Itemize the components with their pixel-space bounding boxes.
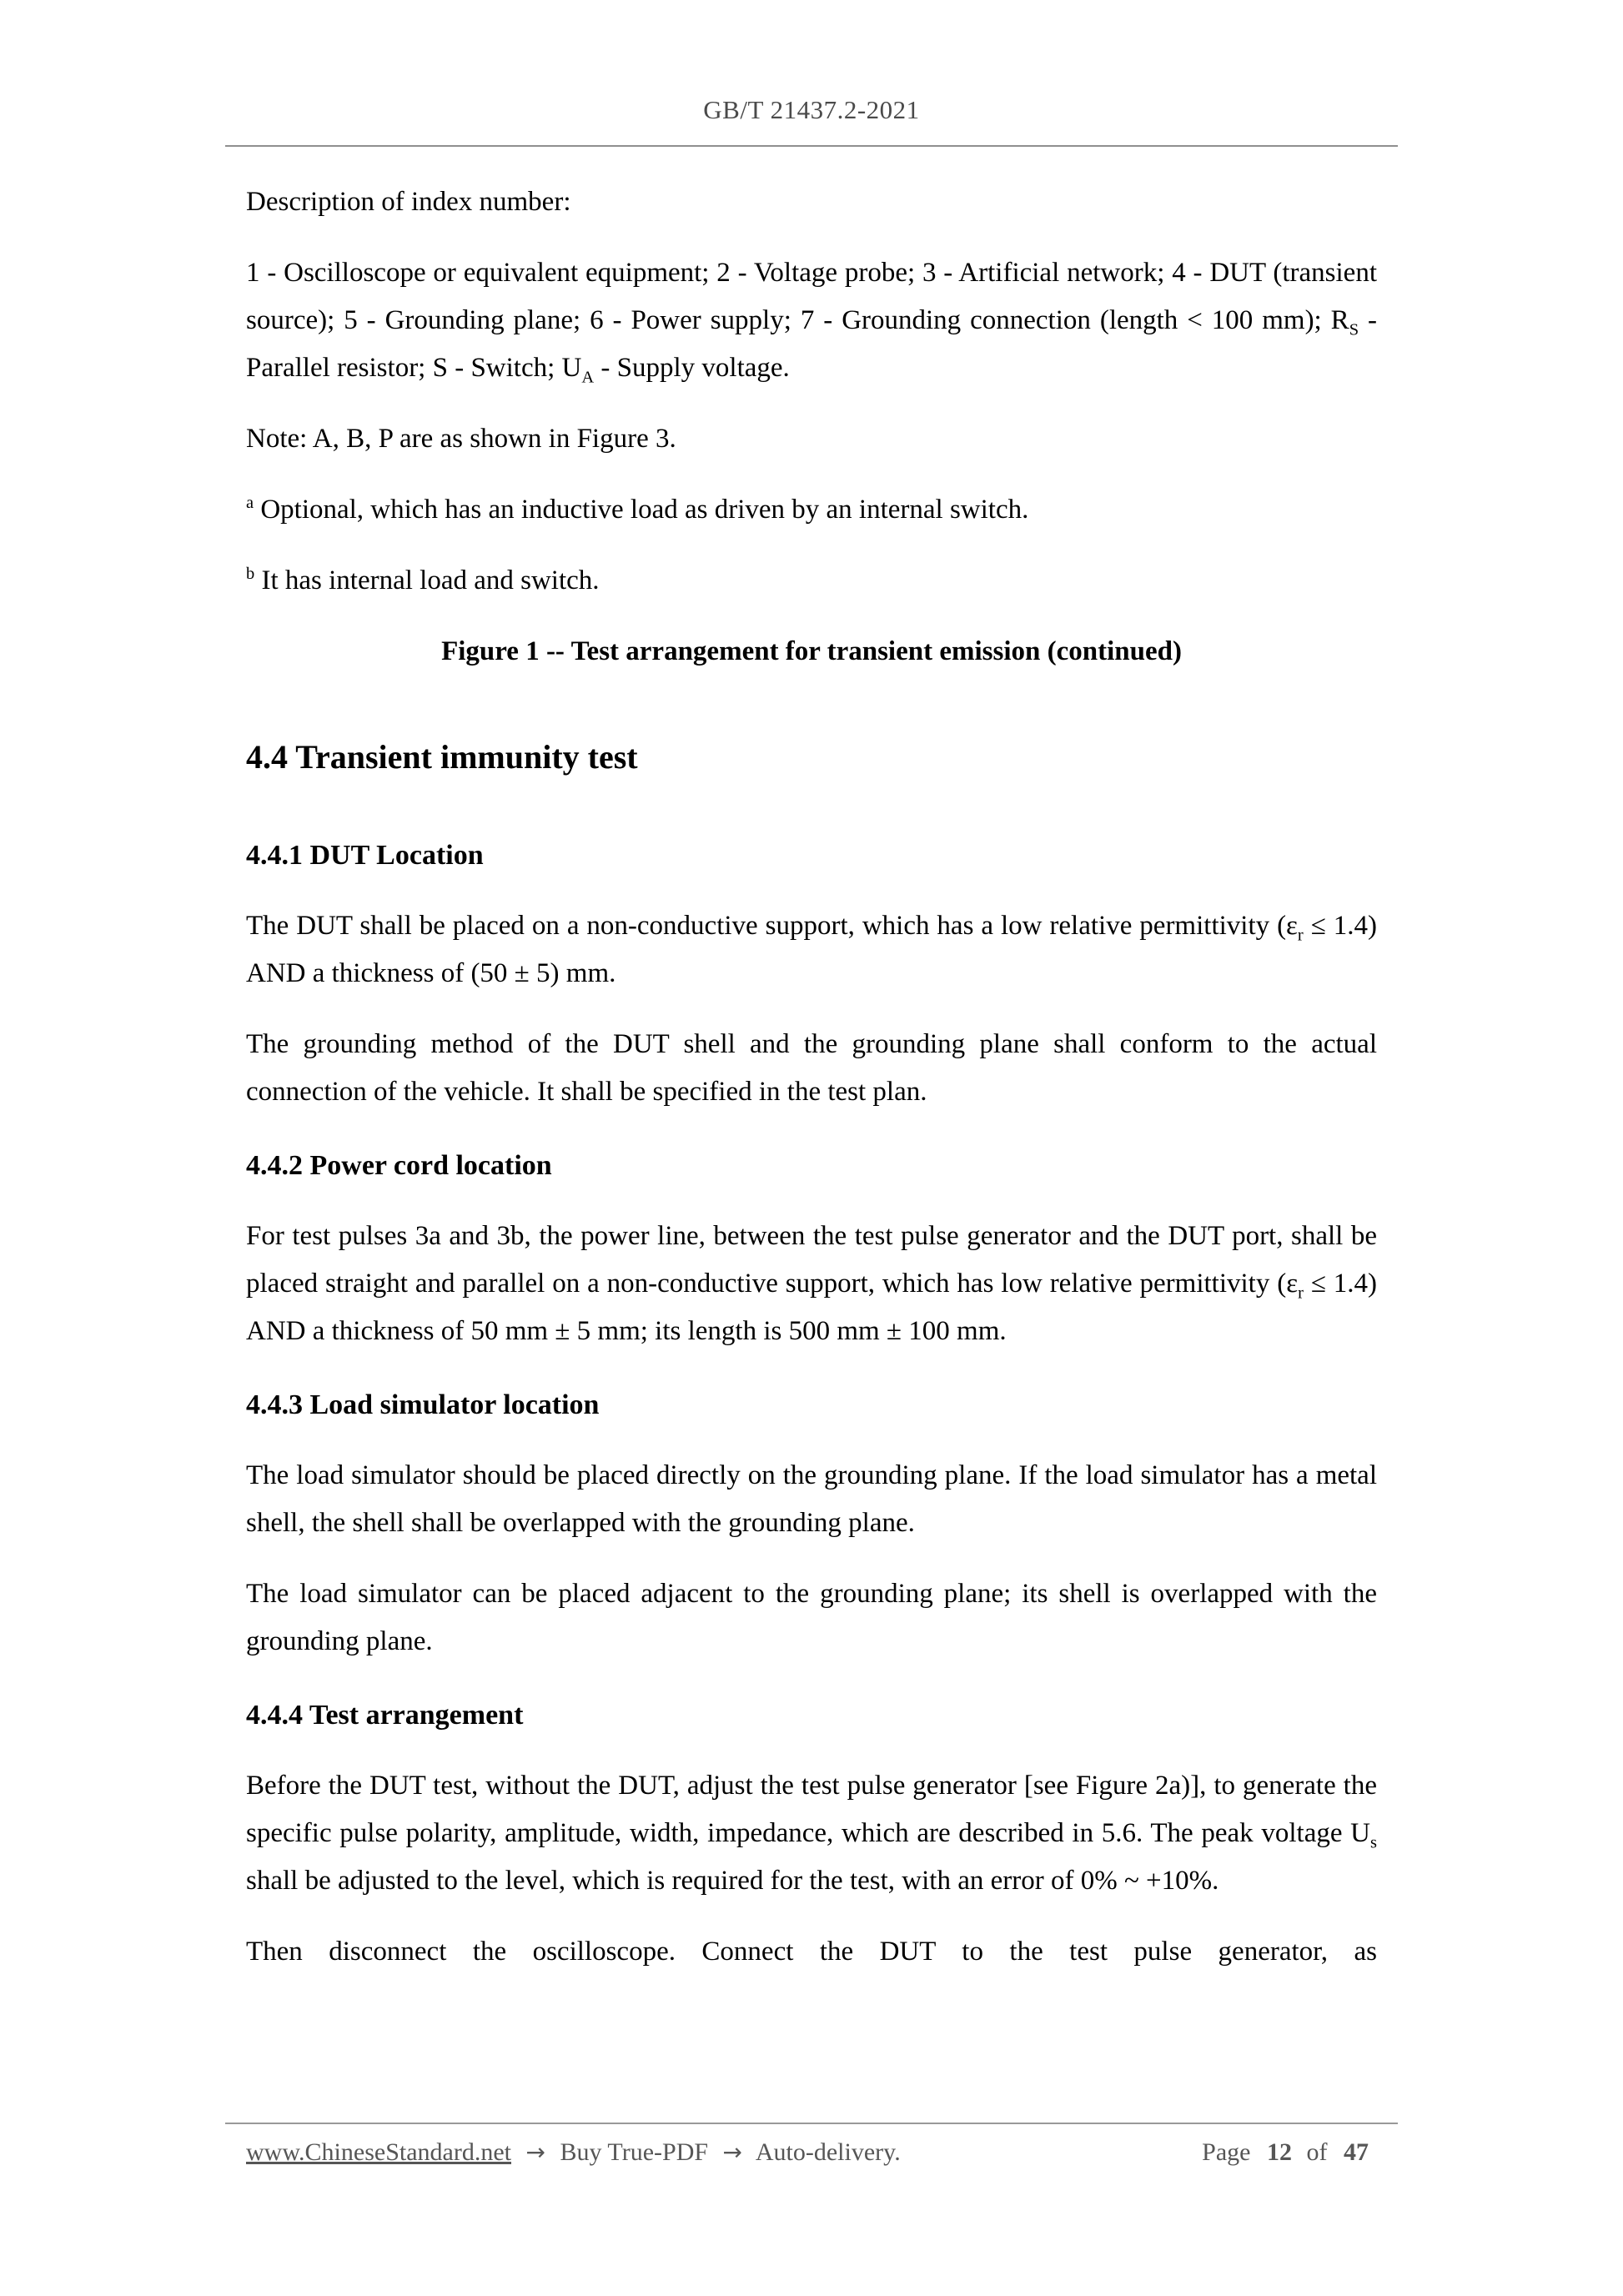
figure-1-caption: Figure 1 -- Test arrangement for transient emission (continued) [441,636,1182,666]
section-4-4-4-paragraph-1: Before the DUT test, without the DUT, adjust the test pulse generator [see Figure 2a)], to generate the specific pulse polarity, amplitude, width, impedance, which are described in 5.6. The peak voltage $U_s$ shall be adjusted to the level, which is required for the test, with an error of 0% ~ +10%. [246,1771,1377,1896]
section-4-4-heading: 4.4 Transient immunity test [246,738,638,776]
section-4-4-4-paragraph-2: Then disconnect the oscilloscope. Connect the DUT to the test pulse generator, as [246,1937,1377,1967]
section-4-4-1-paragraph-2: The grounding method of the DUT shell and the grounding plane shall conform to the actual connection of the vehicle. It shall be specified in the test plan. [246,1029,1377,1107]
section-4-4-3-paragraph-1: The load simulator should be placed directly on the grounding plane. If the load simulator has a metal shell, the shell shall be overlapped with the grounding plane. [246,1460,1377,1538]
document-content [0,178,1623,1976]
section-4-4-2-paragraph-1: For test pulses 3a and 3b, the power line, between the test pulse generator and the DUT port, shall be placed straight and parallel on a non-conductive support, which has low relative permittivity $(\varepsilon_r \le 1.4)$ AND a thickness of 50 mm ± 5 mm; its length is 500 mm ± 100 mm. [246,1221,1377,1346]
description-label: Description of index number: [246,187,571,217]
of-word: of [1306,2138,1328,2166]
section-4-4-2-heading: 4.4.2 Power cord location [246,1150,552,1181]
document-header-title: GB/T 21437.2-2021 [703,95,920,124]
section-4-4-1-paragraph-1: The DUT shall be placed on a non-conductive support, which has a low relative permittivity $(\varepsilon_r \le 1.4)$ AND a thickness of (50 ± 5) mm. [246,911,1377,988]
page-number: 12 [1267,2138,1292,2166]
footer-delivery-text: Auto-delivery. [755,2138,901,2166]
section-4-4-1-heading: 4.4.1 DUT Location [246,840,484,871]
page-footer [225,2123,1398,2169]
footer-buy-text: Buy True-PDF [560,2138,709,2166]
footnote-a: $^a$ Optional, which has an inductive load as driven by an internal switch. [246,494,1029,525]
index-number-list-paragraph: 1 - Oscilloscope or equivalent equipment; 2 - Voltage probe; 3 - Artificial network; 4 - DUT (transient source); 5 - Grounding plane; 6 - Power supply; 7 - Grounding connection (length < 100 mm); $R_S$ - Parallel resistor; S - Switch; $U_A$ - Supply voltage. [246,258,1377,387]
footer-left [246,2136,901,2169]
right-arrow-icon: → [722,2138,743,2166]
note-paragraph: Note: A, B, P are as shown in Figure 3. [246,424,676,454]
footer-site-link[interactable]: www.ChineseStandard.net [246,2138,511,2166]
section-4-4-4-heading: 4.4.4 Test arrangement [246,1700,524,1731]
header-divider [225,145,1398,147]
page-indicator [1202,2136,1377,2169]
footnote-b: $^b$ It has internal load and switch. [246,565,600,595]
section-4-4-3-heading: 4.4.3 Load simulator location [246,1389,600,1420]
page-word: Page [1202,2138,1251,2166]
right-arrow-icon: → [525,2138,545,2166]
section-4-4-3-paragraph-2: The load simulator can be placed adjacent to the grounding plane; its shell is overlapped with the grounding plane. [246,1579,1377,1656]
total-pages: 47 [1344,2138,1369,2166]
